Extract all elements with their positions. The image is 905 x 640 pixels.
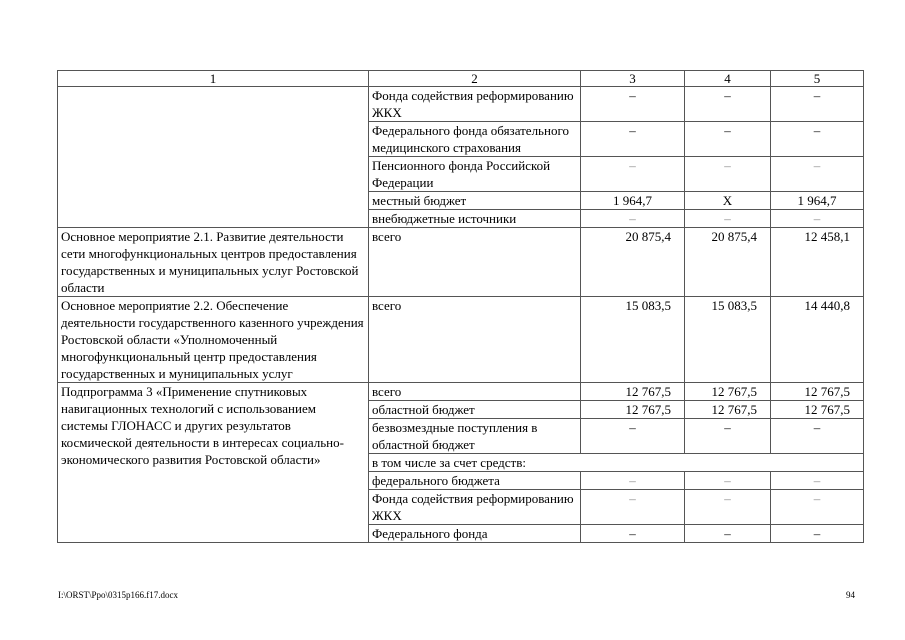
value-cell: – xyxy=(685,157,771,192)
funding-table xyxy=(57,70,864,543)
value-cell: 12 767,5 xyxy=(771,401,864,419)
source-cell: безвозмездные поступления в областной бюджет xyxy=(369,419,581,454)
program-cell: Подпрограмма 3 «Применение спутниковых навигационных технологий с использованием системы ГЛОНАСС и других результатов космической деятельности в интересах социально-экономического развития Ростовской области» xyxy=(58,383,369,543)
value-cell: – xyxy=(581,472,685,490)
value-cell: – xyxy=(581,157,685,192)
value-cell: – xyxy=(771,472,864,490)
header-cell: 1 xyxy=(58,71,369,87)
value-cell: – xyxy=(771,210,864,228)
source-cell: Федерального фонда xyxy=(369,525,581,543)
value-cell: 12 767,5 xyxy=(581,383,685,401)
source-cell: Фонда содействия реформированию ЖКХ xyxy=(369,87,581,122)
program-cell: Основное мероприятие 2.2. Обеспечение деятельности государственного казенного учреждения Ростовской области «Уполномоченный многофункциональный центр предоставления государственных и муниципальных услуг xyxy=(58,297,369,383)
value-cell: – xyxy=(685,87,771,122)
footer-page-number: 94 xyxy=(846,590,855,600)
header-cell: 5 xyxy=(771,71,864,87)
value-cell: – xyxy=(685,490,771,525)
source-cell: областной бюджет xyxy=(369,401,581,419)
value-cell: Х xyxy=(685,192,771,210)
table-row xyxy=(58,383,864,401)
table-row xyxy=(58,87,864,122)
value-cell: 12 767,5 xyxy=(685,401,771,419)
program-cell-empty xyxy=(58,87,369,228)
value-cell: 15 083,5 xyxy=(685,297,771,383)
header-cell: 4 xyxy=(685,71,771,87)
value-cell: – xyxy=(581,490,685,525)
value-cell: – xyxy=(685,419,771,454)
value-cell: – xyxy=(685,525,771,543)
source-cell: всего xyxy=(369,297,581,383)
source-cell: внебюджетные источники xyxy=(369,210,581,228)
value-cell: – xyxy=(685,122,771,157)
table-row xyxy=(58,228,864,297)
value-cell: 20 875,4 xyxy=(685,228,771,297)
source-cell: федерального бюджета xyxy=(369,472,581,490)
source-cell: всего xyxy=(369,383,581,401)
source-cell: всего xyxy=(369,228,581,297)
value-cell: 15 083,5 xyxy=(581,297,685,383)
source-cell: местный бюджет xyxy=(369,192,581,210)
source-cell: Федерального фонда обязательного медицинского страхования xyxy=(369,122,581,157)
value-cell: – xyxy=(581,122,685,157)
value-cell: 12 458,1 xyxy=(771,228,864,297)
value-cell: – xyxy=(685,210,771,228)
value-cell: 12 767,5 xyxy=(685,383,771,401)
value-cell: – xyxy=(771,525,864,543)
program-cell: Основное мероприятие 2.1. Развитие деятельности сети многофункциональных центров предоставления государственных и муниципальных услуг Ростовской области xyxy=(58,228,369,297)
value-cell: – xyxy=(581,210,685,228)
value-cell: – xyxy=(581,525,685,543)
source-cell: Фонда содействия реформированию ЖКХ xyxy=(369,490,581,525)
header-cell: 3 xyxy=(581,71,685,87)
value-cell: – xyxy=(581,87,685,122)
value-cell: – xyxy=(771,157,864,192)
value-cell: 1 964,7 xyxy=(771,192,864,210)
value-cell: 14 440,8 xyxy=(771,297,864,383)
value-cell: – xyxy=(581,419,685,454)
value-cell: – xyxy=(685,472,771,490)
table-header-row xyxy=(58,71,864,87)
value-cell: 1 964,7 xyxy=(581,192,685,210)
table-row xyxy=(58,297,864,383)
value-cell: – xyxy=(771,87,864,122)
value-cell: 12 767,5 xyxy=(581,401,685,419)
footer-file-path: I:\ORST\Ppo\0315p166.f17.docx xyxy=(58,590,179,600)
value-cell: 20 875,4 xyxy=(581,228,685,297)
value-cell: – xyxy=(771,419,864,454)
value-cell: – xyxy=(771,122,864,157)
value-cell: – xyxy=(771,490,864,525)
source-subheading: в том числе за счет средств: xyxy=(369,454,864,472)
source-cell: Пенсионного фонда Российской Федерации xyxy=(369,157,581,192)
value-cell: 12 767,5 xyxy=(771,383,864,401)
header-cell: 2 xyxy=(369,71,581,87)
